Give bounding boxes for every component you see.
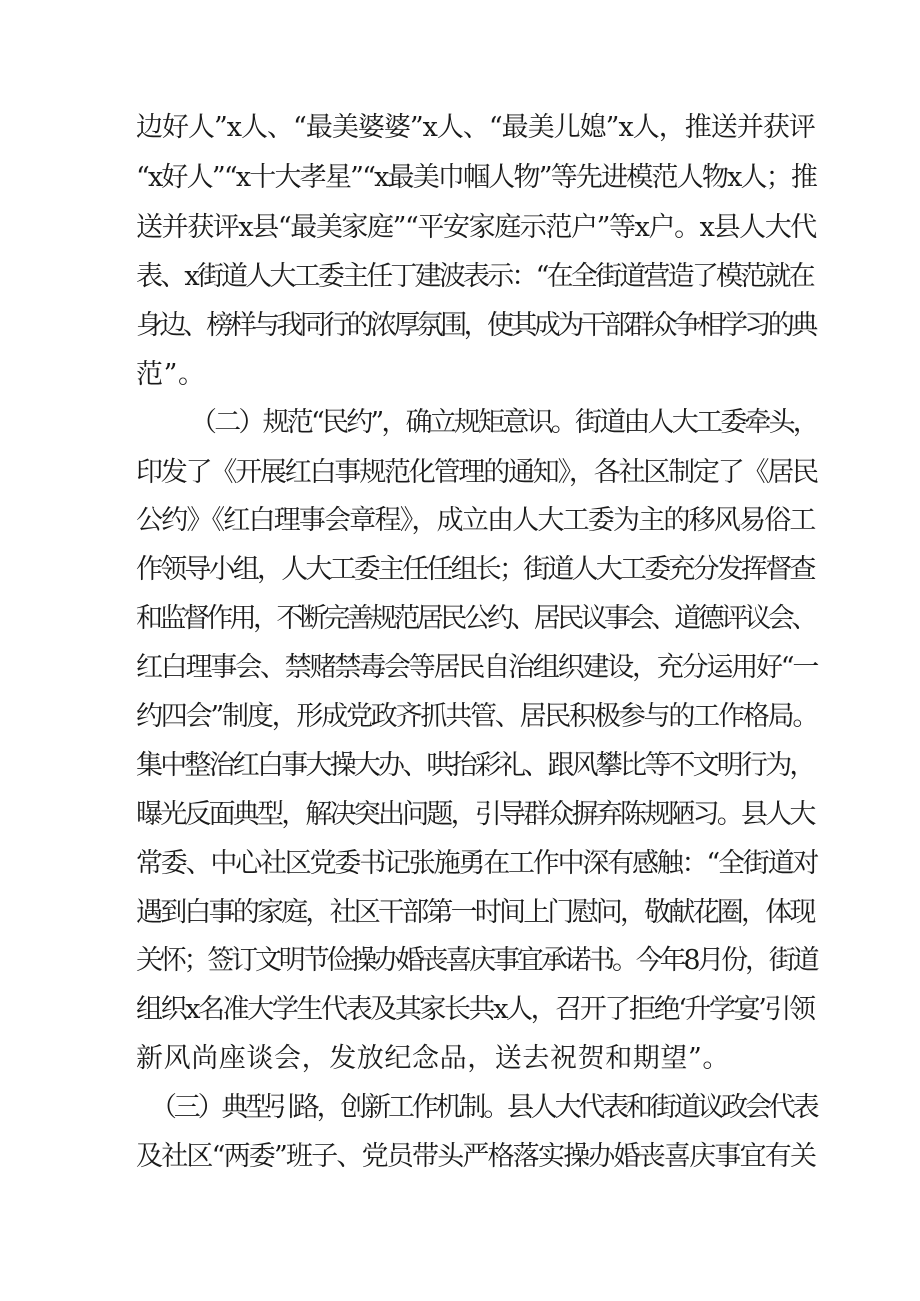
text-line: 曝光反面典型，解决突出问题，引导群众摒弃陈规陋习。县人大 bbox=[136, 799, 814, 830]
text-line: 集中整治红白事大操大办、哄抬彩礼、跟风攀比等不文明行为， bbox=[136, 750, 814, 781]
text-line: 遇到白事的家庭，社区干部第一时间上门慰问，敬献花圈，体现 bbox=[136, 897, 814, 928]
text-line: 边好人”x人、“最美婆婆”x人、“最美儿媳”x人，推送并获评 bbox=[136, 112, 815, 143]
text-line: 常委、中心社区党委书记张施勇在工作中深有感触：“全街道对 bbox=[136, 848, 818, 879]
text-line: 和监督作用，不断完善规范居民公约、居民议事会、道德评议会、 bbox=[136, 603, 815, 634]
text-line: 公约》《红白理事会章程》，成立由人大工委为主的移风易俗工 bbox=[136, 505, 815, 536]
text-line: 印发了《开展红白事规范化管理的通知》，各社区制定了《居民 bbox=[136, 457, 817, 488]
text-line: 作领导小组，人大工委主任任组长；街道人大工委充分发挥督查 bbox=[136, 554, 814, 585]
text-line: “x好人”“x十大孝星”“x最美巾帼人物”等先进模范人物x人；推 bbox=[136, 162, 817, 193]
text-line: 组织x名准大学生代表及其家长共x人，召开了拒绝‘升学宴’引领 bbox=[136, 994, 814, 1025]
paragraph-heading-line: （三）典型引路，创新工作机制。县人大代表和街道议政会代表 bbox=[150, 1092, 817, 1123]
text-line: 约四会”制度，形成党政齐抓共管、居民积极参与的工作格局。 bbox=[136, 701, 818, 732]
text-line: 关怀；签订文明节俭操办婚丧喜庆事宜承诺书。今年8月份，街道 bbox=[136, 945, 817, 976]
text-line: 及社区“两委”班子、党员带头严格落实操办婚丧喜庆事宜有关 bbox=[136, 1141, 816, 1172]
text-line: 新风尚座谈会，发放纪念品，送去祝贺和期望”。 bbox=[136, 1043, 731, 1074]
text-line: 表、x街道人大工委主任丁建波表示：“在全街道营造了模范就在 bbox=[136, 261, 813, 292]
paragraph-heading-line: （二）规范“民约”，确立规矩意识。街道由人大工委牵头， bbox=[190, 407, 818, 438]
text-line: 范”。 bbox=[136, 359, 206, 390]
text-line: 身边、榜样与我同行的浓厚氛围，使其成为干部群众争相学习的典 bbox=[136, 310, 815, 341]
text-line: 送并获评x县“最美家庭”“平安家庭示范户”等x户。x县人大代 bbox=[136, 212, 816, 243]
text-line: 红白理事会、禁赌禁毒会等居民自治组织建设，充分运用好“一 bbox=[136, 652, 818, 683]
